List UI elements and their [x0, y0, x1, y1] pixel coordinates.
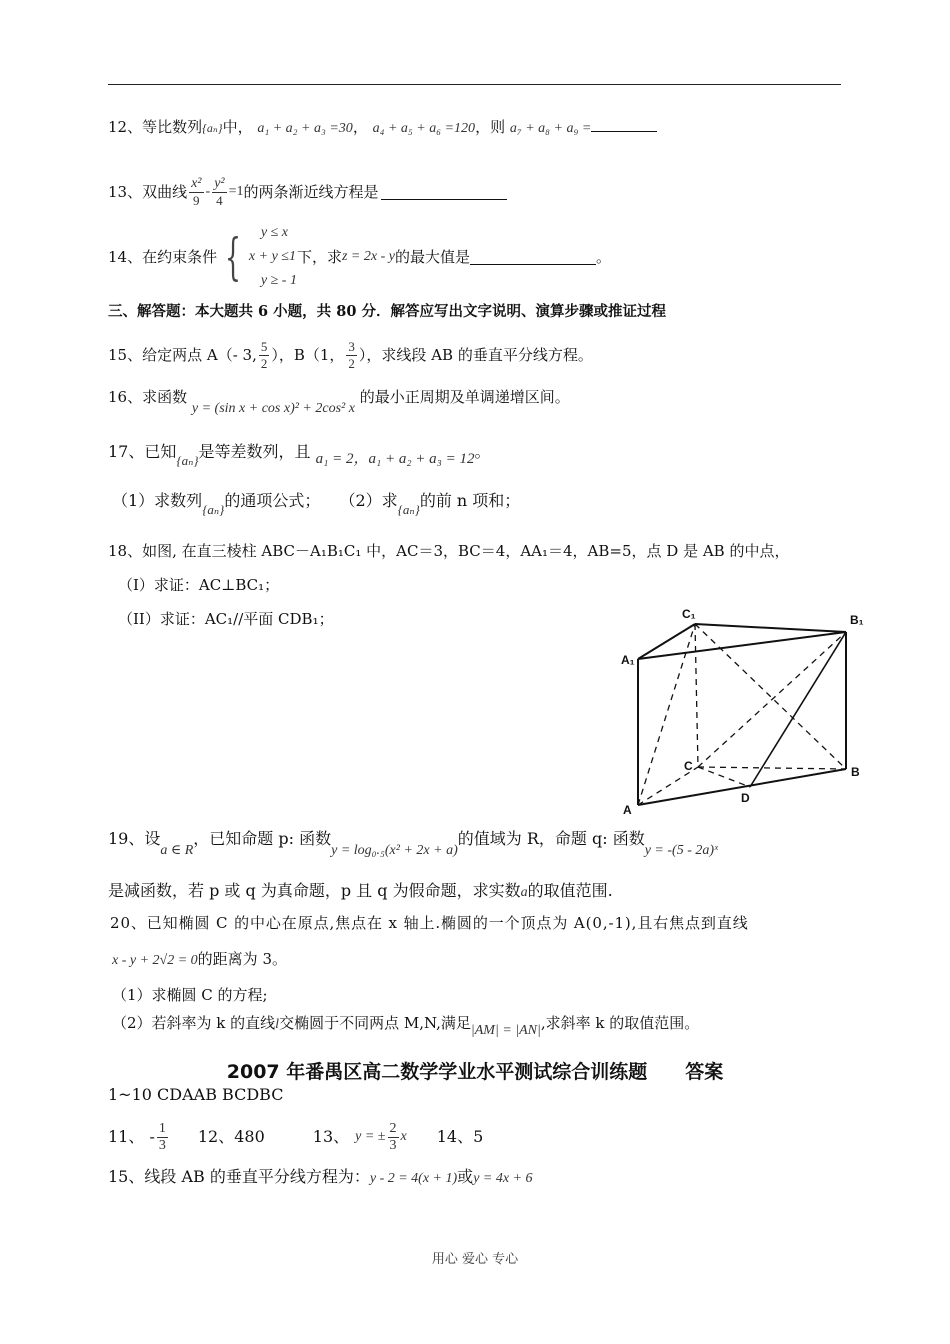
q20-line2: 的距离为 3。 — [197, 950, 287, 968]
q14-end: 。 — [596, 248, 612, 266]
answer-15-eq2: y = 4x + 6 — [473, 1171, 533, 1186]
q14-prefix: 14、在约束条件 — [108, 248, 218, 266]
edge-C1B1 — [695, 624, 846, 632]
q17-part1-b: 的通项公式； — [224, 491, 321, 510]
q12-eq1: a₁ + a₂ + a₃ =30 — [257, 121, 353, 136]
q15-suffix: ），求线段 AB 的垂直平分线方程。 — [358, 346, 593, 364]
label-A: A — [623, 803, 632, 817]
q12-eq3: a₇ + a₈ + a₉ = — [509, 121, 592, 136]
question-20-line2 — [112, 948, 287, 972]
q12-mid: 中， — [222, 118, 253, 136]
label-D: D — [741, 791, 750, 805]
q12-eq2: a₄ + a₅ + a₆ =120 — [372, 121, 476, 136]
q13-prefix: 13、双曲线 — [108, 183, 188, 201]
answer-11-frac — [157, 1121, 168, 1154]
q14-expr: z = 2x - y — [341, 249, 395, 264]
q19-f1: y = log₀.₅(x² + 2x + a) — [331, 843, 458, 858]
question-20-part2 — [112, 1012, 699, 1036]
q17-part2-a: （2）求 — [339, 491, 398, 510]
q20-lvar: l — [275, 1017, 280, 1032]
q17-set-2: {aₙ} — [202, 502, 225, 517]
answers-title: 2007 年番禺区高二数学学业水平测试综合训练题 答案 — [226, 1061, 724, 1083]
q17-set-3: {aₙ} — [397, 502, 420, 517]
answer-15-eq1: y - 2 = 4(x + 1) — [369, 1171, 458, 1186]
prism-figure — [618, 602, 868, 818]
edge-CB — [698, 767, 846, 769]
q13-f1-den: 9 — [193, 192, 200, 208]
q14-c3: y ≥ - 1 — [260, 273, 297, 288]
q17-cond: a₁ = 2，a₁ + a₂ + a₃ = 12 — [315, 451, 475, 467]
q17-part1-a: （1）求数列 — [112, 491, 203, 510]
section-3-heading: 三、解答题：本大题共 6 小题，共 80 分．解答应写出文字说明、演算步骤或推证过程 — [108, 303, 666, 320]
q19-mid1: ，已知命题 p: 函数 — [193, 829, 332, 848]
question-20-part1: （1）求椭圆 C 的方程; — [112, 986, 268, 1004]
question-14 — [108, 220, 611, 294]
q20-abs: |AM| = |AN| — [470, 1023, 541, 1038]
q14-c1: y ≤ x — [260, 225, 289, 240]
q19-line2a: 是减函数，若 p 或 q 为真命题，p 且 q 为假命题，求实数 — [108, 881, 521, 900]
question-18-part1: （I）求证：AC⊥BC₁； — [118, 576, 280, 594]
q13-eq: =1 — [228, 184, 244, 199]
answer-13-x: x — [400, 1129, 407, 1144]
q17-end: 。 — [474, 442, 491, 461]
question-15 — [108, 333, 593, 377]
question-18-part2: （II）求证：AC₁//平面 CDB₁； — [118, 610, 334, 628]
q19-prefix: 19、设 — [108, 829, 161, 848]
q17-part2-b: 的前 n 项和； — [419, 491, 521, 510]
label-B1: B₁ — [850, 613, 864, 627]
q20-expr: x - y + 2√2 = 0 — [112, 953, 198, 968]
answer-11-den: 3 — [158, 1137, 166, 1153]
q15-f2-num: 3 — [348, 338, 355, 354]
q14-c2: x + y ≤1 — [248, 249, 296, 264]
answer-13-frac — [388, 1121, 399, 1154]
q12-then: ，则 — [475, 118, 506, 136]
question-18: 18、如图, 在直三棱柱 ABC－A₁B₁C₁ 中，AC＝3，BC＝4，AA₁＝4，AB=5，点 D 是 AB 的中点， — [108, 542, 790, 560]
edge-DB1 — [750, 632, 846, 787]
edge-A1C1 — [638, 624, 695, 659]
q19-line2b: 的取值范围. — [527, 881, 613, 900]
answer-11-prefix: 11、 - — [108, 1127, 155, 1146]
q19-cond: a ∈ R — [160, 843, 194, 858]
page-footer: 用心 爱心 专心 — [431, 1252, 519, 1267]
answer-14: 14、5 — [436, 1127, 484, 1146]
question-13 — [108, 170, 507, 214]
diag-AC1 — [638, 624, 695, 805]
q16-prefix: 16、求函数 — [108, 388, 188, 406]
q14-answer-blank — [470, 250, 596, 265]
label-B: B — [851, 765, 860, 779]
q13-minus: - — [205, 184, 211, 199]
q13-f2-den: 4 — [216, 192, 223, 208]
q15-frac2 — [346, 339, 357, 372]
label-A1: A₁ — [621, 653, 635, 667]
question-16 — [108, 386, 570, 416]
edge-CD — [698, 767, 750, 787]
q20-part2a: （2）若斜率为 k 的直线 — [112, 1014, 276, 1032]
q12-answer-blank — [591, 117, 657, 132]
label-C1: C₁ — [682, 607, 696, 621]
q12-sep: ， — [352, 118, 368, 136]
answer-11-num: 1 — [158, 1120, 166, 1136]
q13-suffix: 的两条渐近线方程是 — [243, 183, 379, 201]
answer-13-num: 2 — [389, 1120, 397, 1136]
label-C: C — [684, 759, 693, 773]
q19-mid2: 的值域为 R，命题 q: 函数 — [457, 829, 645, 848]
q12-prefix: 12、等比数列 — [108, 118, 203, 136]
answer-15-or: 或 — [457, 1167, 474, 1186]
answer-13-den: 3 — [389, 1137, 397, 1153]
q15-f1-den: 2 — [260, 355, 268, 371]
q14-constraints — [249, 221, 297, 293]
answer-13-expr: y = ± — [355, 1129, 386, 1144]
q14-suffix: 的最大值是 — [394, 248, 470, 266]
q13-answer-blank — [381, 185, 507, 200]
q15-frac1 — [259, 339, 270, 372]
diag-C1B — [695, 624, 846, 769]
q14-mid: 下，求 — [296, 248, 342, 266]
question-20-line1: 20、已知椭圆 C 的中心在原点,焦点在 x 轴上.椭圆的一个顶点为 A(0,-1),且右焦点到直线 — [110, 914, 749, 932]
q19-f2: y = -(5 - 2a)ˣ — [644, 843, 718, 858]
q17-set: {aₙ} — [176, 453, 199, 468]
q16-suffix: 的最小正周期及单调递增区间。 — [359, 388, 570, 406]
answer-15 — [108, 1166, 533, 1190]
q17-mid: 是等差数列，且 — [198, 442, 311, 461]
answer-1-10: 1~10 CDAAB BCDBC — [108, 1085, 284, 1104]
edge-CC1 — [695, 624, 698, 767]
q12-set: {aₙ} — [202, 121, 223, 135]
q17-prefix: 17、已知 — [108, 442, 177, 461]
q15-f1-num: 5 — [260, 338, 268, 354]
q15-f2-den: 2 — [348, 355, 355, 371]
q13-frac-x — [189, 176, 203, 209]
q13-frac-y — [212, 176, 226, 209]
q20-part2b: 交椭圆于不同两点 M,N,满足 — [279, 1014, 471, 1032]
q16-expr: y = (sin x + cos x)² + 2cos² x — [191, 401, 355, 416]
question-12 — [108, 116, 657, 140]
top-rule — [108, 84, 841, 85]
q15-mid: ），B（1， — [271, 346, 345, 364]
q13-f2-num: y² — [214, 175, 225, 191]
q19-var: a — [520, 885, 528, 900]
q14-brace: { — [225, 228, 241, 286]
question-17-parts — [112, 490, 521, 517]
diag-CB1 — [698, 632, 846, 767]
q13-f1-num: x² — [191, 175, 202, 191]
answer-15-prefix: 15、线段 AB 的垂直平分线方程为： — [108, 1167, 370, 1186]
question-17 — [108, 441, 491, 468]
answer-12: 12、480 — [197, 1127, 265, 1146]
edge-A1B1 — [638, 632, 846, 659]
question-19 — [108, 828, 718, 858]
answers-11-14 — [108, 1114, 483, 1160]
question-19-line2 — [108, 880, 613, 904]
q20-part2c: ,求斜率 k 的取值范围。 — [540, 1014, 700, 1032]
answer-13-prefix: 13、 — [312, 1127, 350, 1146]
q15-prefix: 15、给定两点 A（- 3, — [108, 346, 257, 364]
